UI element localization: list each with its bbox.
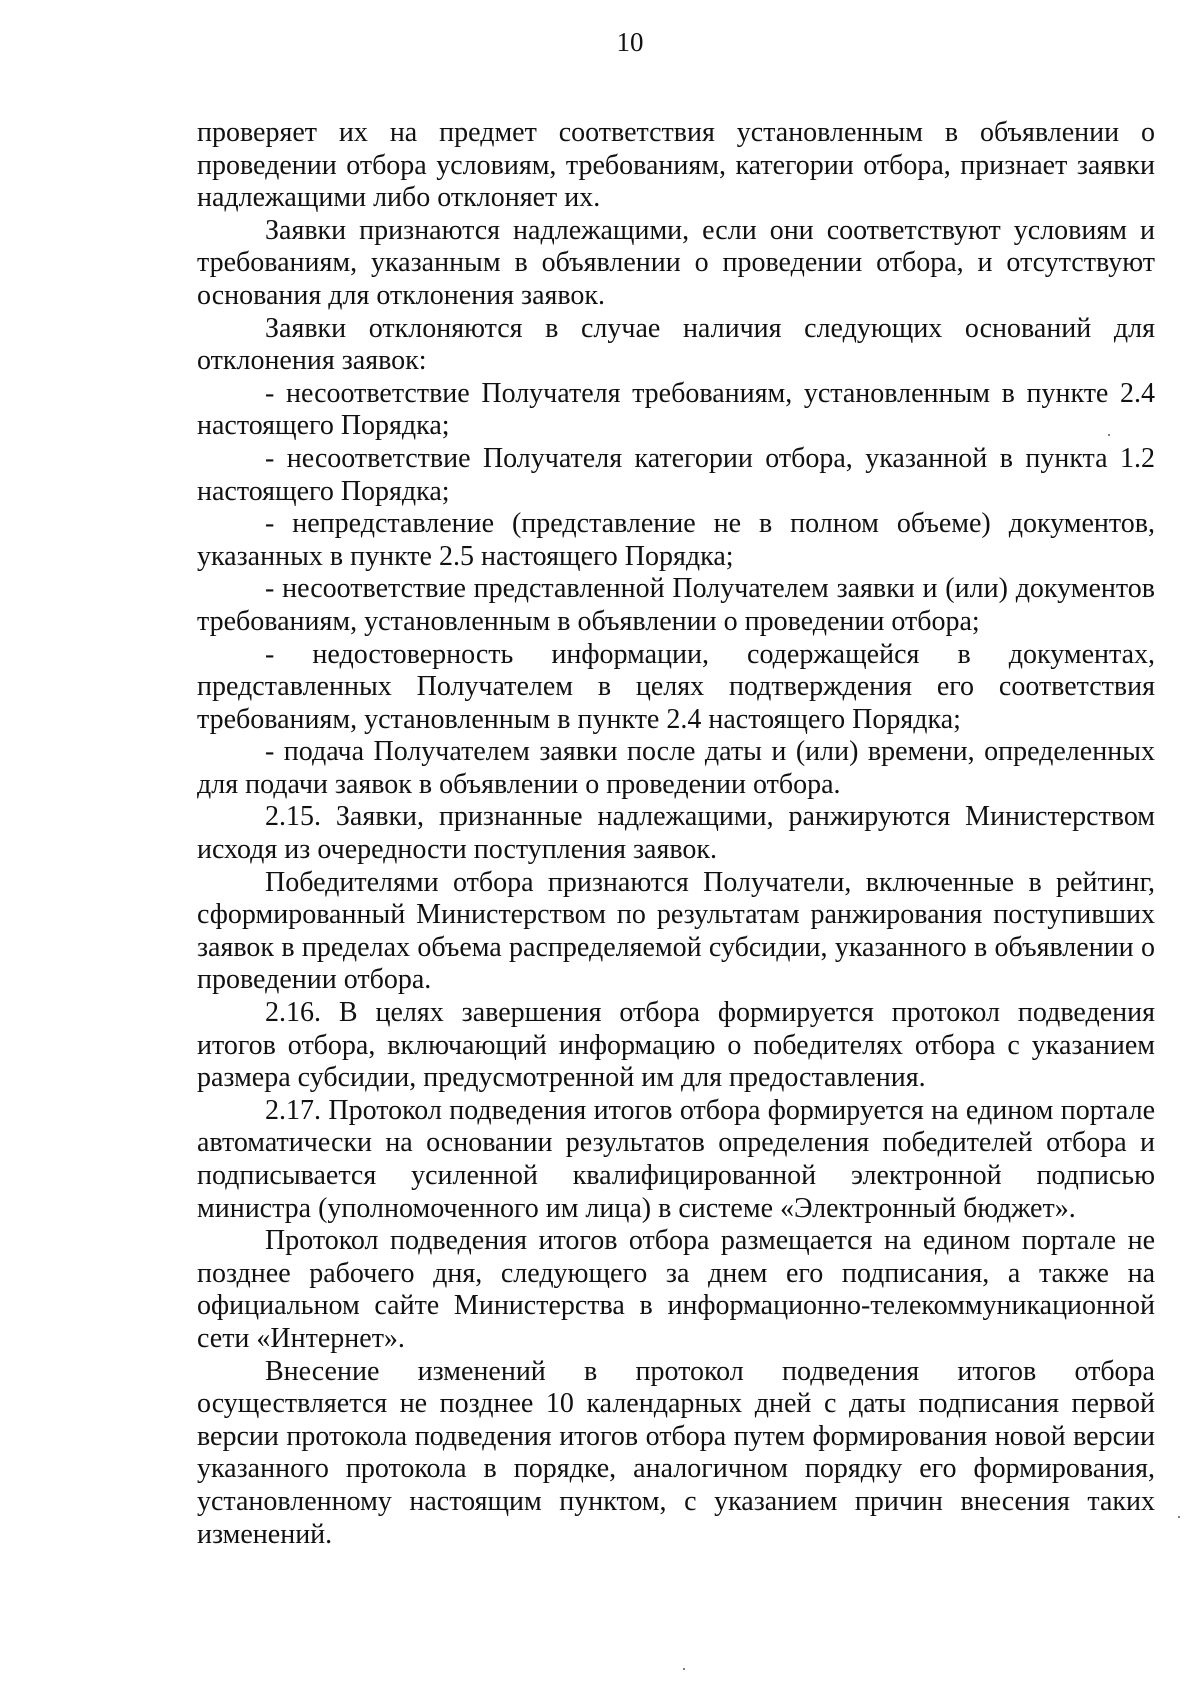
list-item-grounds-3: - непредставление (представление не в полном объеме) документов, указанных в пункте 2.5 настоящего Порядка; xyxy=(197,508,1155,572)
clause-2-15: 2.15. Заявки, признанные надлежащими, ранжируются Министерством исходя из очередности поступления заявок. xyxy=(197,801,1155,866)
paragraph-protocol-publication: Протокол подведения итогов отбора размещается на едином портале не позднее рабочего дня, следующего за днем его подписания, а также на официальном сайте Министерства в информационно-телекоммуникационной сети «Интернет». xyxy=(197,1225,1155,1354)
scan-speck xyxy=(1178,1516,1180,1518)
list-item-grounds-4: - несоответствие представленной Получателем заявки и (или) документов требованиям, установленным в объявлении о проведении отбора; xyxy=(197,573,1155,637)
paragraph-protocol-changes: Внесение изменений в протокол подведения итогов отбора осуществляется не позднее 10 календарных дней с даты подписания первой версии протокола подведения итогов отбора путем формирования новой версии указанного протокола в порядке, аналогичном порядку его формирования, установленному настоящим пунктом, с указанием причин внесения таких изменений. xyxy=(197,1355,1155,1550)
page-number: 10 xyxy=(616,27,644,57)
list-item-grounds-5: - недостоверность информации, содержащейся в документах, представленных Получателем в целях подтверждения его соответствия требованиям, установленным в пункте 2.4 настоящего Порядка; xyxy=(197,638,1155,735)
scan-speck xyxy=(1108,434,1110,436)
paragraph-applications-proper: Заявки признаются надлежащими, если они соответствуют условиям и требованиям, указанным в объявлении о проведении отбора, и отсутствуют основания для отклонения заявок. xyxy=(197,214,1155,311)
list-item-grounds-6: - подача Получателем заявки после даты и (или) времени, определенных для подачи заявок в объявлении о проведении отбора. xyxy=(197,736,1155,800)
document-body xyxy=(197,117,1155,1551)
list-item-grounds-1: - несоответствие Получателя требованиям, установленным в пункте 2.4 настоящего Порядка; xyxy=(197,377,1155,442)
clause-2-17: 2.17. Протокол подведения итогов отбора формируется на едином портале автоматически на основании результатов определения победителей отбора и подписывается усиленной квалифицированной электронной подписью министра (уполномоченного им лица) в системе «Электронный бюджет». xyxy=(197,1094,1155,1224)
list-item-grounds-2: - несоответствие Получателя категории отбора, указанной в пункта 1.2 настоящего Порядка; xyxy=(197,442,1155,507)
scan-speck xyxy=(683,1668,685,1670)
paragraph-continuation: проверяет их на предмет соответствия установленным в объявлении о проведении отбора условиям, требованиям, категории отбора, признает заявки надлежащими либо отклоняет их. xyxy=(197,117,1155,214)
paragraph-rejection-grounds: Заявки отклоняются в случае наличия следующих оснований для отклонения заявок: xyxy=(197,312,1155,377)
clause-2-16: 2.16. В целях завершения отбора формируется протокол подведения итогов отбора, включающий информацию о победителях отбора с указанием размера субсидии, предусмотренной им для предоставления. xyxy=(197,997,1155,1094)
paragraph-winners: Победителями отбора признаются Получатели, включенные в рейтинг, сформированный Министерством по результатам ранжирования поступивших заявок в пределах объема распределяемой субсидии, указанного в объявлении о проведении отбора. xyxy=(197,866,1155,996)
